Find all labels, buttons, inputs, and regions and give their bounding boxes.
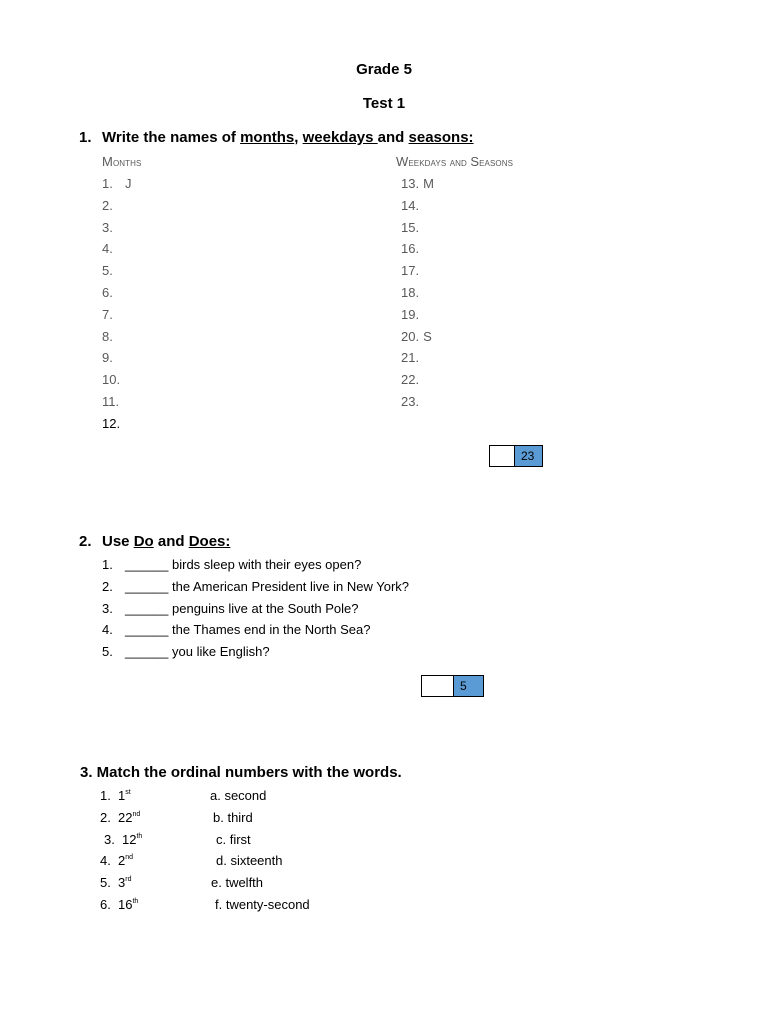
ordinal-value: 22 xyxy=(118,809,133,825)
month-item-number: 6. xyxy=(102,285,113,300)
score-input-area[interactable] xyxy=(490,446,515,466)
score-input-area[interactable] xyxy=(422,676,454,696)
ordinal-item xyxy=(104,832,142,847)
ordinal-item xyxy=(100,810,140,825)
question-text: the American President live in New York? xyxy=(168,578,410,594)
weekday-season-item xyxy=(401,307,423,322)
score-total: 5 xyxy=(454,676,483,696)
ordinal-item-number: 6. xyxy=(100,897,111,912)
ordinal-value: 2 xyxy=(118,853,126,869)
question-text: penguins live at the South Pole? xyxy=(168,600,359,616)
month-item-number: 1. xyxy=(102,176,113,191)
weekday-season-item xyxy=(401,350,423,365)
month-item-number: 4. xyxy=(102,241,113,257)
weekday-item-number: 20. xyxy=(401,328,420,344)
ordinal-item xyxy=(100,897,138,912)
month-item-number: 5. xyxy=(102,263,113,279)
question-number: 1. xyxy=(102,557,113,572)
score-total: 23 xyxy=(515,446,542,466)
ordinal-suffix: th xyxy=(132,898,139,905)
month-item xyxy=(102,241,125,256)
month-item xyxy=(102,220,125,235)
weekdays-underlined: weekdays xyxy=(302,129,378,146)
weekday-season-item xyxy=(401,372,423,387)
ordinal-item xyxy=(100,853,133,868)
weekday-item-number: 17. xyxy=(401,263,420,279)
weekday-season-item xyxy=(401,329,432,344)
question-text: birds sleep with their eyes open? xyxy=(168,557,362,572)
weekday-season-item xyxy=(401,285,423,300)
answer-blank[interactable]: ______ xyxy=(125,578,169,594)
question-item xyxy=(102,557,361,572)
months-column-header: Months xyxy=(102,154,142,169)
weekday-item-number: 13. xyxy=(401,176,420,191)
month-item-number: 9. xyxy=(102,350,113,366)
weekday-season-item xyxy=(401,220,423,235)
ordinal-value: 3 xyxy=(118,875,126,891)
ordinal-word: d. sixteenth xyxy=(216,853,283,869)
question-item xyxy=(102,601,358,616)
question-item xyxy=(102,579,409,594)
month-item xyxy=(102,285,125,300)
does-underlined: Does: xyxy=(188,533,231,550)
section1-number: 1. xyxy=(79,129,92,146)
test-title: Test 1 xyxy=(362,95,406,112)
ordinal-item-number: 2. xyxy=(100,809,111,825)
weekdays-seasons-column-header: Weekdays and Seasons xyxy=(396,154,514,169)
month-item xyxy=(102,307,125,322)
question-number: 5. xyxy=(102,644,113,660)
question-number: 3. xyxy=(102,600,113,616)
weekday-item-number: 22. xyxy=(401,372,420,388)
do-underlined: Do xyxy=(133,533,154,550)
weekday-item-number: 18. xyxy=(401,285,420,300)
answer-blank[interactable]: ______ xyxy=(125,557,169,572)
question-number: 4. xyxy=(102,622,113,638)
section1-score-box xyxy=(489,445,543,467)
month-item xyxy=(102,372,125,387)
month-item-number: 12. xyxy=(102,415,121,431)
ordinal-word: c. first xyxy=(216,831,251,847)
ordinal-item-number: 1. xyxy=(100,788,111,803)
month-item xyxy=(102,263,125,278)
weekday-season-item xyxy=(401,394,423,409)
ordinal-suffix: nd xyxy=(125,854,134,862)
month-item xyxy=(102,198,125,213)
weekday-season-item xyxy=(401,263,423,278)
question-item xyxy=(102,622,371,637)
weekday-season-item xyxy=(401,176,434,191)
month-item-number: 11. xyxy=(102,394,120,409)
month-item-number: 10. xyxy=(102,372,121,388)
month-item xyxy=(102,350,125,365)
month-item-number: 3. xyxy=(102,219,113,235)
section1-heading: 1. Write the names of months, weekdays and seasons: xyxy=(79,129,474,146)
section2-heading: 2. Use Do and Does: xyxy=(79,533,231,550)
question-text: you like English? xyxy=(168,644,270,660)
month-item-text: J xyxy=(125,176,132,191)
ordinal-value: 16 xyxy=(118,897,133,912)
weekday-season-item xyxy=(401,198,423,213)
ordinal-suffix: st xyxy=(125,789,131,796)
weekday-season-item xyxy=(401,241,423,256)
month-item-number: 8. xyxy=(102,328,113,344)
months-underlined: months xyxy=(240,129,295,146)
ordinal-item xyxy=(100,875,131,890)
month-item-number: 2. xyxy=(102,197,113,213)
ordinal-suffix: rd xyxy=(125,876,132,884)
ordinal-suffix: th xyxy=(136,832,143,840)
weekday-item-text: S xyxy=(423,328,432,344)
ordinal-word: b. third xyxy=(213,809,253,825)
question-item xyxy=(102,644,270,659)
question-number: 2. xyxy=(102,578,113,594)
answer-blank[interactable]: ______ xyxy=(125,600,169,616)
ordinal-value: 1 xyxy=(118,788,126,803)
month-item xyxy=(102,416,125,431)
month-item xyxy=(102,329,125,344)
weekday-item-number: 15. xyxy=(401,219,420,235)
ordinal-item-number: 3. xyxy=(104,831,115,847)
month-item-number: 7. xyxy=(102,306,113,322)
weekday-item-number: 21. xyxy=(401,350,420,366)
month-item xyxy=(102,176,132,191)
ordinal-value: 12 xyxy=(122,831,137,847)
ordinal-item-number: 5. xyxy=(100,875,111,891)
ordinal-word: e. twelfth xyxy=(211,875,264,891)
answer-blank[interactable]: ______ xyxy=(125,622,169,638)
weekday-item-number: 16. xyxy=(401,241,420,257)
ordinal-word: a. second xyxy=(210,788,267,803)
answer-blank[interactable]: ______ xyxy=(125,644,169,660)
ordinal-item-number: 4. xyxy=(100,853,111,869)
section2-number: 2. xyxy=(79,533,92,550)
section3-heading: 3. Match the ordinal numbers with the words. xyxy=(80,764,402,781)
ordinal-word: f. twenty-second xyxy=(215,897,310,912)
question-text: the Thames end in the North Sea? xyxy=(168,622,371,638)
weekday-item-text: M xyxy=(423,176,434,191)
month-item xyxy=(102,394,125,409)
section2-score-box xyxy=(421,675,484,697)
ordinal-suffix: nd xyxy=(132,810,141,818)
weekday-item-number: 14. xyxy=(401,197,420,213)
grade-title: Grade 5 xyxy=(356,61,412,78)
weekday-item-number: 23. xyxy=(401,394,420,409)
weekday-item-number: 19. xyxy=(401,306,420,322)
ordinal-item xyxy=(100,788,131,803)
seasons-underlined: seasons: xyxy=(408,129,474,146)
